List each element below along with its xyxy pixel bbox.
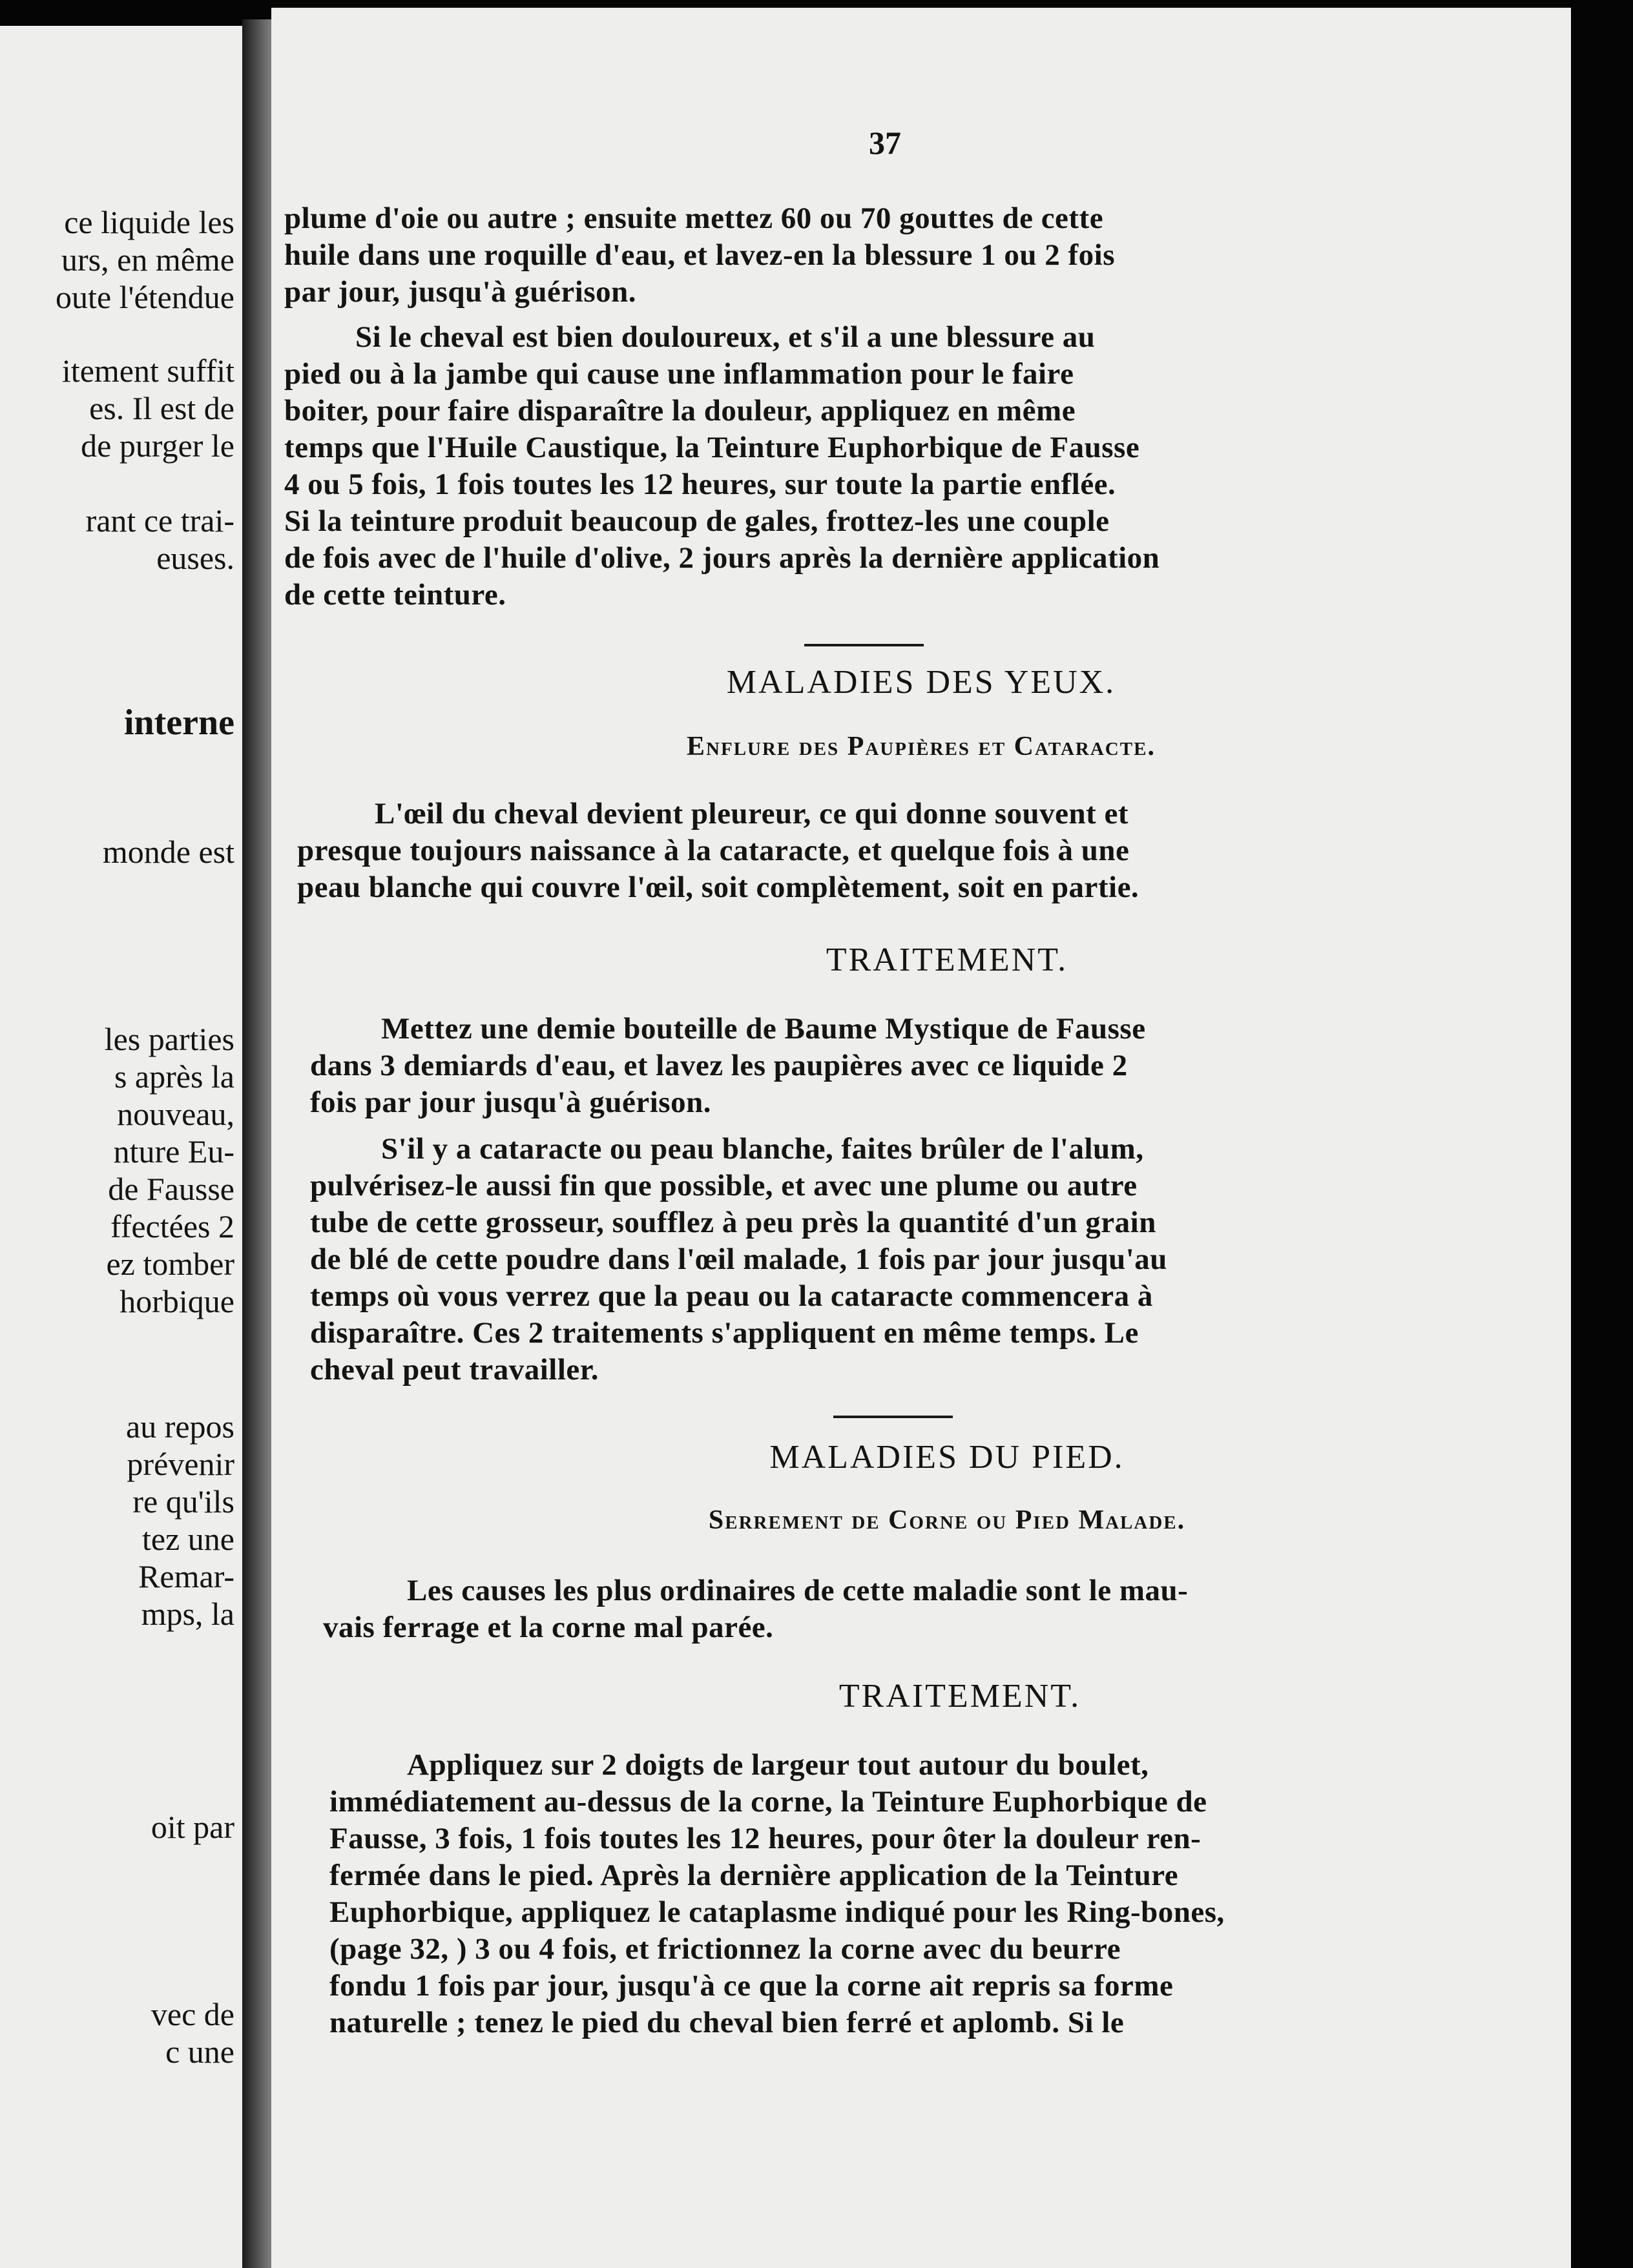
- left-fragment: monde est: [102, 834, 234, 870]
- text-line: cheval peut travailler.: [310, 1353, 599, 1387]
- left-fragment: oit par: [151, 1809, 234, 1845]
- left-fragment: de Fausse: [108, 1171, 234, 1207]
- text-line: disparaître. Ces 2 traitements s'appliquent en même temps. Le: [310, 1316, 1139, 1350]
- section-subheading: Enflure des Paupières et Cataracte.: [687, 732, 1156, 761]
- text-line: temps où vous verrez que la peau ou la cataracte commencera à: [310, 1279, 1153, 1313]
- section-heading: MALADIES DES YEUX.: [726, 664, 1116, 701]
- left-fragment: nture Eu-: [113, 1133, 234, 1170]
- section-rule: [833, 1416, 953, 1418]
- text-line: Appliquez sur 2 doigts de largeur tout autour du boulet,: [407, 1748, 1149, 1782]
- left-fragment: c une: [165, 2034, 234, 2070]
- section-rule: [804, 644, 924, 646]
- left-page: [0, 26, 242, 2268]
- section-heading: TRAITEMENT.: [838, 1678, 1081, 1715]
- text-line: vais ferrage et la corne mal parée.: [323, 1611, 774, 1644]
- left-fragment: euses.: [156, 540, 234, 576]
- left-fragment: prévenir: [127, 1446, 234, 1482]
- text-line: par jour, jusqu'à guérison.: [284, 275, 637, 309]
- left-fragment: re qu'ils: [132, 1483, 234, 1520]
- text-line: S'il y a cataracte ou peau blanche, faites brûler de l'alum,: [381, 1132, 1144, 1166]
- text-line: fondu 1 fois par jour, jusqu'à ce que la corne ait repris sa forme: [329, 1969, 1174, 2003]
- text-line: 4 ou 5 fois, 1 fois toutes les 12 heures, sur toute la partie enflée.: [284, 468, 1116, 501]
- left-fragment: ce liquide les: [64, 204, 234, 240]
- left-fragment: ez tomber: [106, 1246, 234, 1282]
- page-number: 37: [869, 125, 901, 161]
- left-fragment: les parties: [104, 1021, 234, 1057]
- text-line: (page 32, ) 3 ou 4 fois, et frictionnez la corne avec du beurre: [329, 1932, 1121, 1966]
- left-fragment: vec de: [151, 1996, 234, 2032]
- text-line: de blé de cette poudre dans l'œil malade, 1 fois par jour jusqu'au: [310, 1242, 1167, 1276]
- left-fragment: rant ce trai-: [85, 502, 234, 539]
- text-line: Mettez une demie bouteille de Baume Mystique de Fausse: [381, 1012, 1146, 1046]
- text-line: tube de cette grosseur, soufflez à peu près la quantité d'un grain: [310, 1206, 1156, 1239]
- text-line: plume d'oie ou autre ; ensuite mettez 60 ou 70 gouttes de cette: [284, 201, 1104, 235]
- left-fragment: au repos: [126, 1408, 234, 1445]
- left-fragment: horbique: [120, 1283, 234, 1319]
- right-page: [271, 8, 1571, 2268]
- section-subheading: Serrement de Corne ou Pied Malade.: [708, 1505, 1186, 1535]
- text-line: presque toujours naissance à la cataracte, et quelque fois à une: [297, 834, 1130, 867]
- text-line: Si le cheval est bien douloureux, et s'il a une blessure au: [355, 320, 1096, 354]
- text-line: temps que l'Huile Caustique, la Teinture Euphorbique de Fausse: [284, 431, 1140, 464]
- text-line: pied ou à la jambe qui cause une inflammation pour le faire: [284, 357, 1074, 391]
- left-fragment: ffectées 2: [110, 1208, 234, 1244]
- text-line: de fois avec de l'huile d'olive, 2 jours après la dernière application: [284, 541, 1160, 575]
- left-fragment: interne: [123, 703, 234, 743]
- text-line: huile dans une roquille d'eau, et lavez-en la blessure 1 ou 2 fois: [284, 238, 1116, 272]
- text-line: Si la teinture produit beaucoup de gales, frottez-les une couple: [284, 504, 1110, 538]
- left-fragment: s après la: [114, 1058, 234, 1095]
- left-fragment: de purger le: [81, 428, 234, 464]
- left-fragment: urs, en même: [61, 242, 234, 278]
- text-line: naturelle ; tenez le pied du cheval bien ferré et aplomb. Si le: [329, 2006, 1125, 2039]
- left-fragment: es. Il est de: [89, 390, 234, 426]
- left-fragment: oute l'étendue: [56, 279, 234, 315]
- section-heading: MALADIES DU PIED.: [769, 1439, 1125, 1476]
- text-line: immédiatement au-dessus de la corne, la Teinture Euphorbique de: [329, 1785, 1207, 1819]
- text-line: boiter, pour faire disparaître la douleur, appliquez en même: [284, 394, 1076, 428]
- text-line: Euphorbique, appliquez le cataplasme indiqué pour les Ring-bones,: [329, 1895, 1225, 1929]
- left-fragment: Remar-: [138, 1558, 234, 1594]
- text-line: peau blanche qui couvre l'œil, soit complètement, soit en partie.: [297, 871, 1139, 904]
- text-line: Les causes les plus ordinaires de cette maladie sont le mau-: [407, 1574, 1189, 1607]
- text-line: de cette teinture.: [284, 578, 506, 612]
- left-fragment: nouveau,: [117, 1096, 234, 1132]
- left-fragment: tez une: [142, 1521, 234, 1557]
- text-line: dans 3 demiards d'eau, et lavez les paupières avec ce liquide 2: [310, 1049, 1128, 1082]
- text-line: pulvérisez-le aussi fin que possible, et avec une plume ou autre: [310, 1169, 1138, 1202]
- text-line: fois par jour jusqu'à guérison.: [310, 1086, 711, 1119]
- text-line: fermée dans le pied. Après la dernière application de la Teinture: [329, 1859, 1179, 1892]
- section-heading: TRAITEMENT.: [826, 942, 1068, 978]
- text-line: Fausse, 3 fois, 1 fois toutes les 12 heures, pour ôter la douleur ren-: [329, 1822, 1201, 1855]
- text-line: L'œil du cheval devient pleureur, ce qui donne souvent et: [375, 797, 1129, 830]
- left-fragment: itement suffit: [61, 353, 234, 389]
- left-fragment: mps, la: [141, 1596, 234, 1632]
